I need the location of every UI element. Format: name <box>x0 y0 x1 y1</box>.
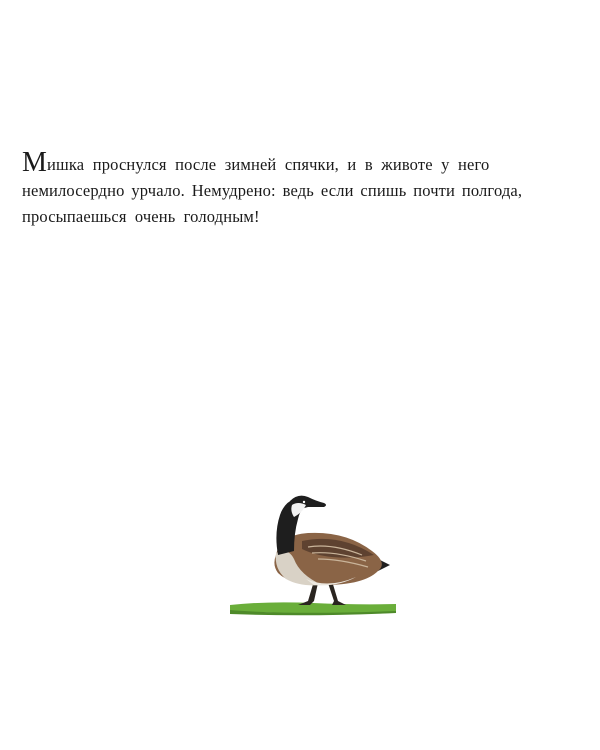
story-line-1-text: ишка проснулся после зимней спячки, и в животе у него <box>47 155 490 174</box>
drop-cap: М <box>22 147 48 178</box>
story-line: просыпаешься очень голодным! <box>22 207 260 226</box>
story-paragraph <box>22 147 588 230</box>
goose-illustration <box>228 489 398 617</box>
story-line: немилосердно урчало. Немудрено: ведь если спишь почти полгода, <box>22 181 523 200</box>
story-line <box>22 147 588 178</box>
